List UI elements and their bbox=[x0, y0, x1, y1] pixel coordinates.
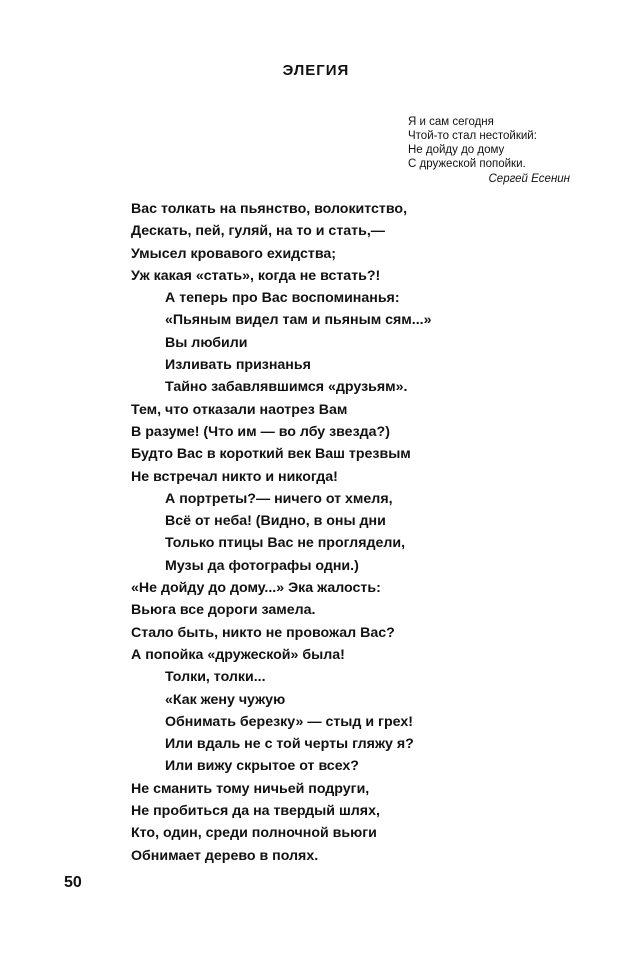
poem-line: Изливать признанья bbox=[165, 357, 311, 374]
poem-line: Обнимает дерево в полях. bbox=[131, 847, 319, 864]
poem-line: А теперь про Вас воспоминанья: bbox=[165, 290, 400, 307]
poem-line: Тем, что отказали наотрез Вам bbox=[131, 401, 348, 418]
poem-line: А портреты?— ничего от хмеля, bbox=[165, 490, 393, 507]
poem-line: Уж какая «стать», когда не встать?! bbox=[131, 267, 381, 284]
epigraph-line: Чтой-то стал нестойкий: bbox=[408, 130, 537, 142]
poem-line: Не встречал никто и никогда! bbox=[131, 468, 338, 485]
poem-line: Или вдаль не с той черты гляжу я? bbox=[165, 736, 414, 753]
poem-line: Всё от неба! (Видно, в оны дни bbox=[165, 513, 386, 530]
poem-line: Кто, один, среди полночной вьюги bbox=[131, 825, 377, 842]
poem-line: Вы любили bbox=[165, 334, 248, 351]
epigraph-line: С дружеской попойки. bbox=[408, 158, 526, 170]
epigraph-author: Сергей Есенин bbox=[488, 173, 570, 185]
epigraph-line: Я и сам сегодня bbox=[408, 116, 494, 128]
poem-line: Стало быть, никто не провожал Вас? bbox=[131, 624, 395, 641]
poem-line: «Не дойду до дому...» Эка жалость: bbox=[131, 580, 381, 597]
page-number: 50 bbox=[64, 874, 82, 891]
poem-line: Вас толкать на пьянство, волокитство, bbox=[131, 201, 408, 217]
poem-line: Будто Вас в короткий век Ваш трезвым bbox=[131, 446, 411, 463]
poem-title: ЭЛЕГИЯ bbox=[282, 62, 350, 79]
poem-line: Толки, толки... bbox=[165, 669, 266, 686]
poem-line: Вьюга все дороги замела. bbox=[131, 602, 316, 619]
poem-line: В разуме! (Что им — во лбу звезда?) bbox=[131, 423, 390, 440]
poem-line: «Пьяным видел там и пьяным сям...» bbox=[165, 312, 432, 329]
poem-line: Дескать, пей, гуляй, на то и стать,— bbox=[131, 223, 385, 240]
poem-line: Тайно забавлявшимся «друзьям». bbox=[165, 379, 408, 396]
poem-line: Только птицы Вас не проглядели, bbox=[165, 535, 406, 552]
poem-line: Умысел кровавого ехидства; bbox=[131, 245, 336, 262]
poem-line: А попойка «дружеской» была! bbox=[131, 646, 345, 663]
poem-body bbox=[131, 198, 601, 867]
poem-line: Или вижу скрытое от всех? bbox=[165, 758, 359, 775]
epigraph bbox=[408, 115, 578, 186]
poem-line: «Как жену чужую bbox=[165, 691, 286, 708]
poem-line: Не пробиться да на твердый шлях, bbox=[131, 803, 380, 820]
poem-line: Музы да фотографы одни.) bbox=[165, 557, 359, 574]
epigraph-line: Не дойду до дому bbox=[408, 144, 505, 156]
poem-line: Не сманить тому ничьей подруги, bbox=[131, 780, 370, 797]
poem-line: Обнимать березку» — стыд и грех! bbox=[165, 713, 413, 730]
